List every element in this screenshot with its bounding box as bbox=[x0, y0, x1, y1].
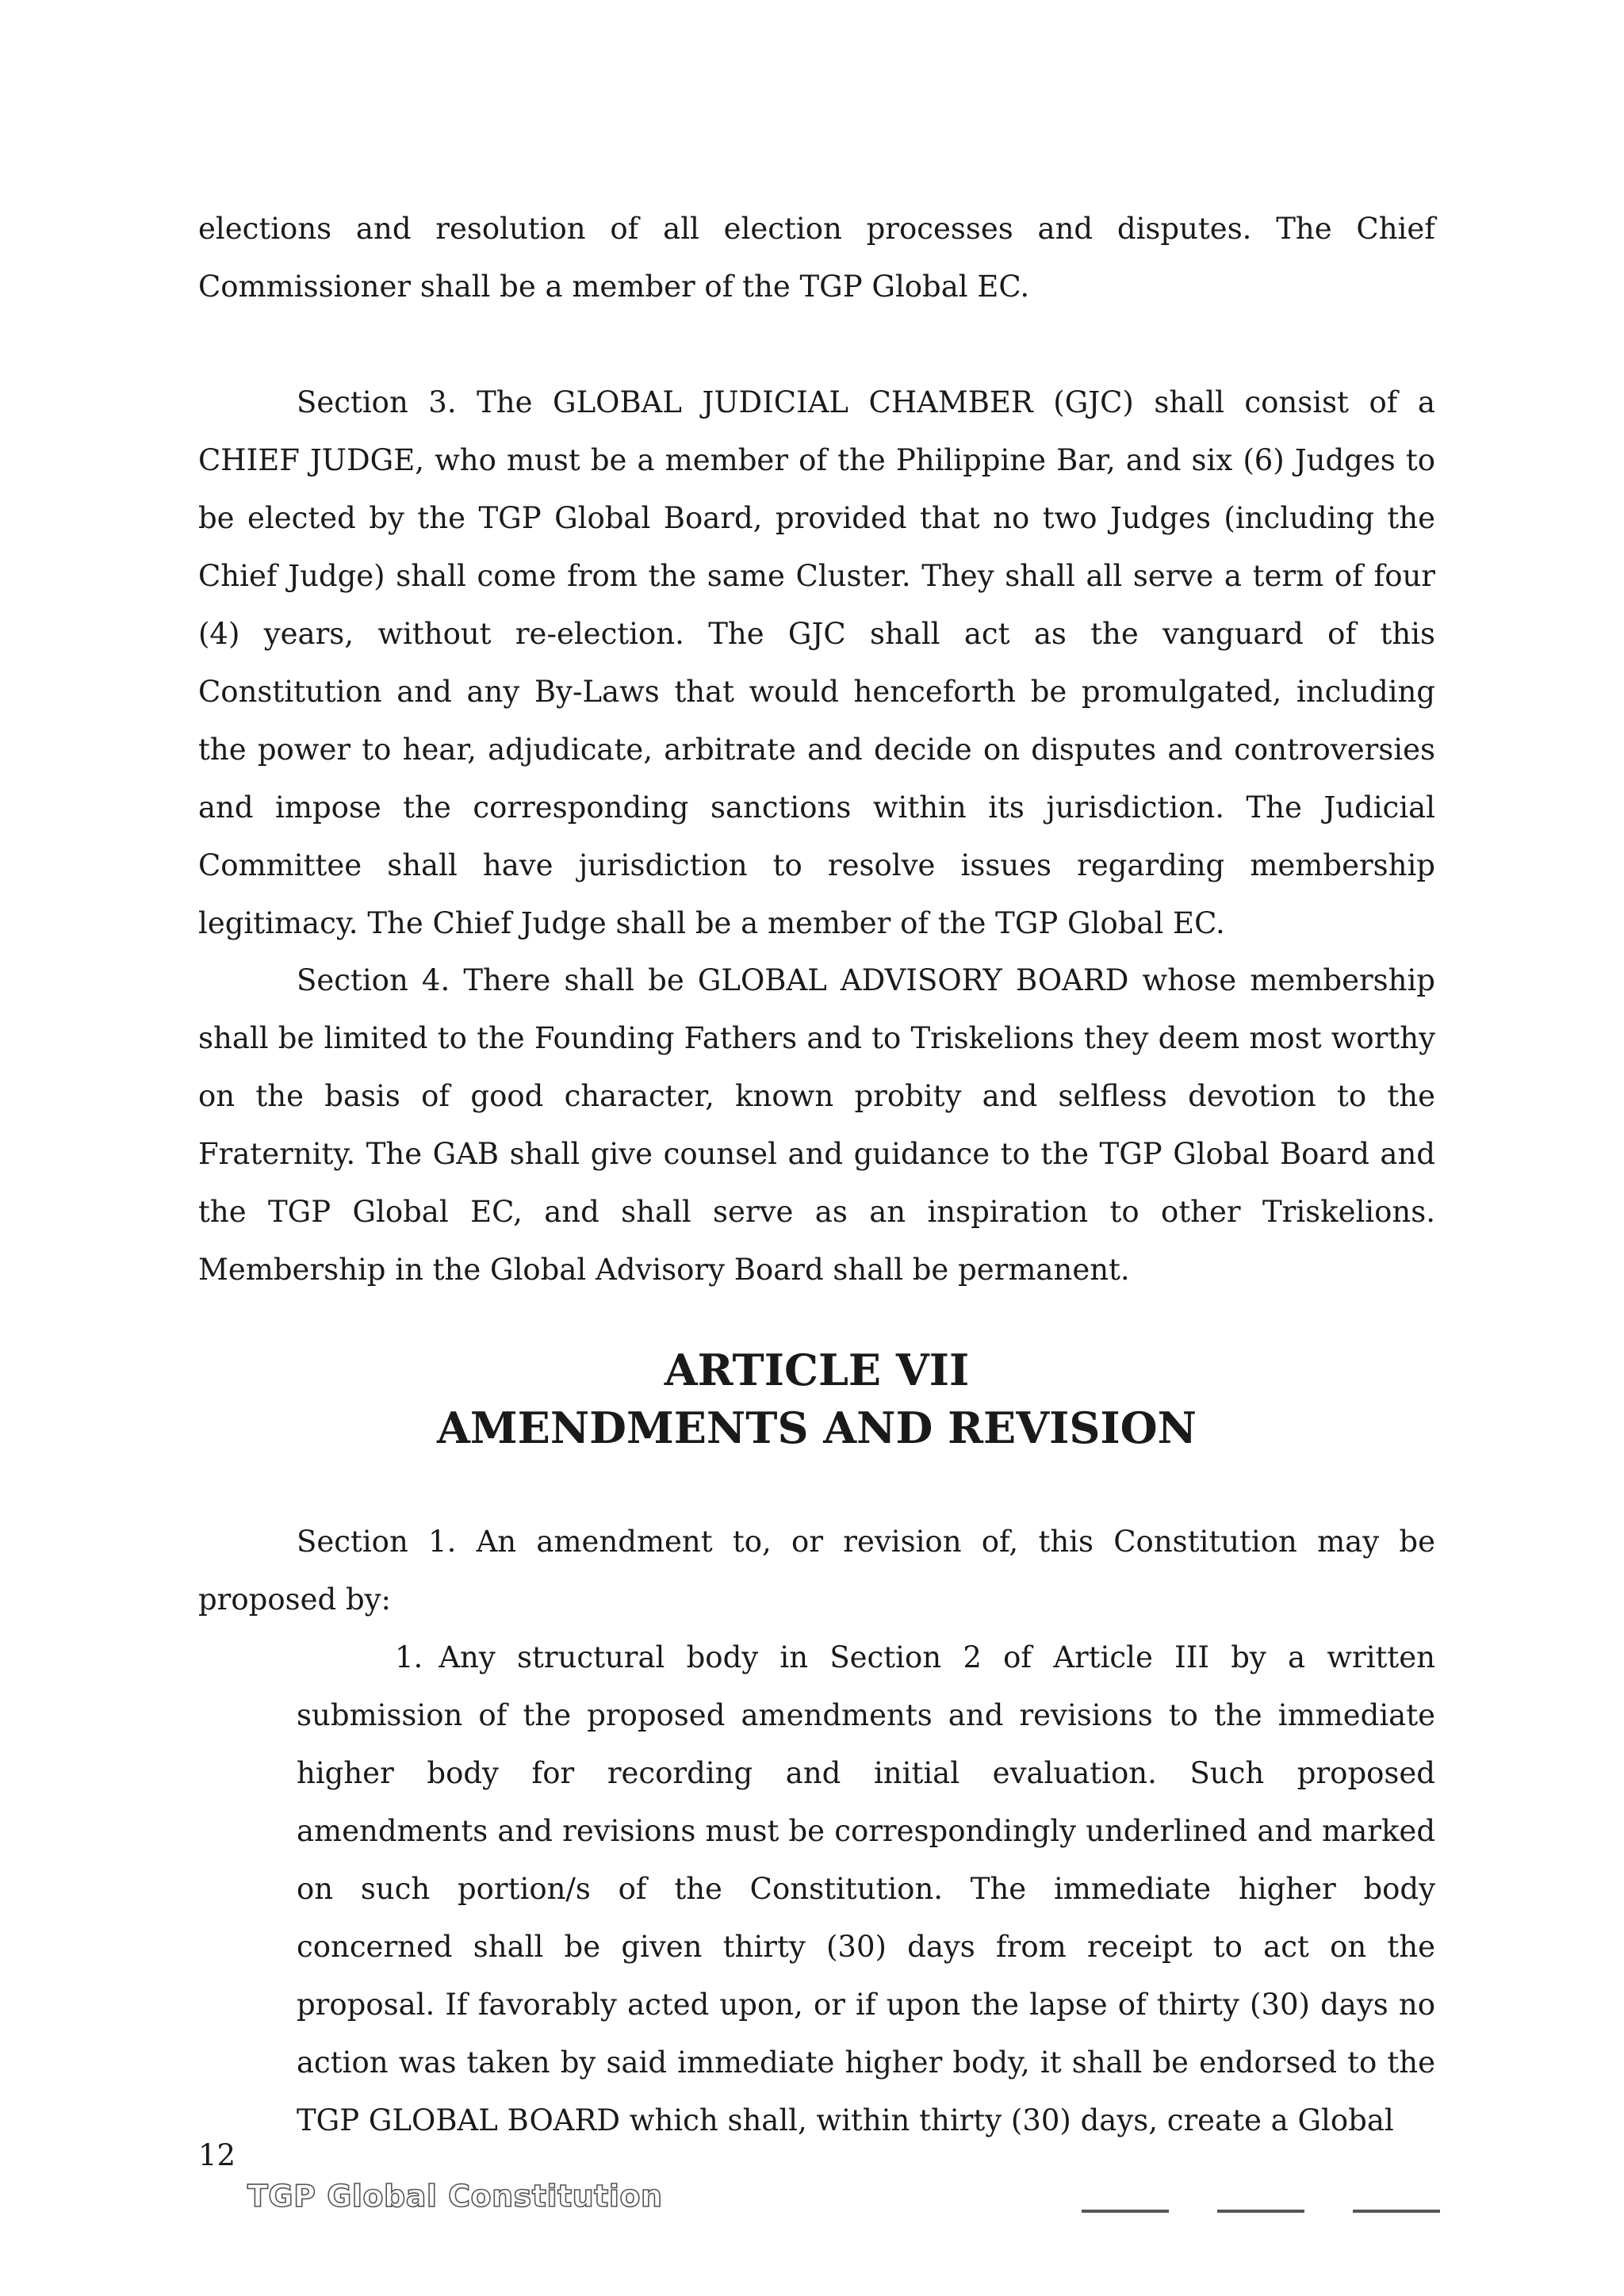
list-item-number: 1. bbox=[395, 1640, 423, 1674]
article-title-heading: AMENDMENTS AND REVISION bbox=[436, 1402, 1197, 1453]
paragraph-section-1-intro: Section 1. An amendment to, or revision of, this Constitution may be proposed by: bbox=[198, 1525, 1435, 1617]
paragraph-election-commission-end: elections and resolution of all election processes and disputes. The Chief Commissioner shall be a member of the TGP Global EC. bbox=[198, 212, 1435, 304]
paragraph-section-3-judicial-chamber: Section 3. The GLOBAL JUDICIAL CHAMBER (GJC) shall consist of a CHIEF JUDGE, who must be a member of the Philippine Bar, and six (6) Judges to be elected by the TGP Global Board, provided that no two Judges (including the Chief Judge) shall come from the same Cluster. They shall all serve a term of four (4) years, without re-election. The GJC shall act as the vanguard of this Constitution and any By-Laws that would henceforth be promulgated, including the power to hear, adjudicate, arbitrate and decide on disputes and controversies and impose the corresponding sanctions within its jurisdiction. The Judicial Committee shall have jurisdiction to resolve issues regarding membership legitimacy. The Chief Judge shall be a member of the TGP Global EC. bbox=[198, 385, 1435, 940]
footer-decorative-line bbox=[1217, 2210, 1304, 2213]
page-number: 12 bbox=[198, 2138, 236, 2172]
article-number-heading: ARTICLE VII bbox=[664, 1345, 970, 1395]
paragraph-section-4-advisory-board: Section 4. There shall be GLOBAL ADVISORY BOARD whose membership shall be limited to the Founding Fathers and to Triskelions they deem most worthy on the basis of good character, known probity and selfless devotion to the Fraternity. The GAB shall give counsel and guidance to the TGP Global Board and the TGP Global EC, and shall serve as an inspiration to other Triskelions. Membership in the Global Advisory Board shall be permanent. bbox=[198, 963, 1435, 1287]
list-item-text: Any structural body in Section 2 of Article III by a written submission of the proposed amendments and revisions to the immediate higher body for recording and initial evaluation. Such proposed amendments and revisions must be correspondingly underlined and marked on such portion/s of the Constitution. The immediate higher body concerned shall be given thirty (30) days from receipt to act on the proposal. If favorably acted upon, or if upon the lapse of thirty (30) days no action was taken by said immediate higher body, it shall be endorsed to the TGP GLOBAL BOARD which shall, within thirty (30) days, create a Global bbox=[297, 1640, 1435, 2137]
footer-decorative-line bbox=[1082, 2210, 1169, 2213]
footer-document-title: TGP Global Constitution bbox=[247, 2179, 663, 2214]
list-item-1 bbox=[297, 1628, 1435, 2149]
footer-decorative-line bbox=[1353, 2210, 1440, 2213]
